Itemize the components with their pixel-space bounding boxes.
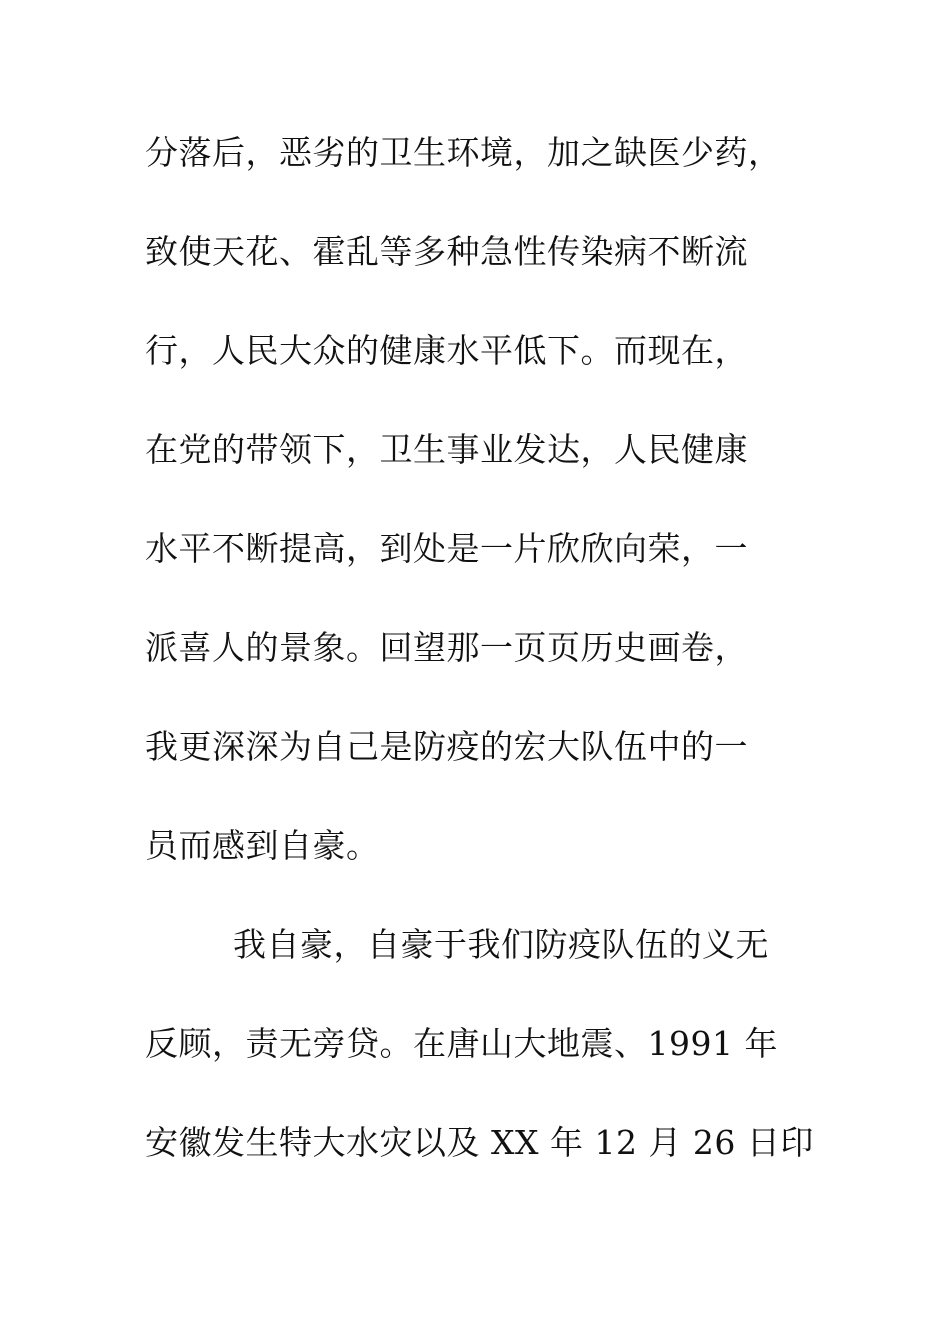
text-line-3: 行，人民大众的健康水平低下。而现在， bbox=[145, 331, 748, 370]
text-line-11: 安徽发生特大水灾以及 XX 年 12 月 26 日印 bbox=[145, 1123, 814, 1162]
text-line-1: 分落后，恶劣的卫生环境，加之缺医少药， bbox=[145, 133, 782, 172]
text-line-2: 致使天花、霍乱等多种急性传染病不断流 bbox=[145, 232, 748, 271]
body-text bbox=[145, 120, 825, 1209]
text-line-10: 反顾，责无旁贷。在唐山大地震、1991 年 bbox=[145, 1024, 778, 1063]
text-line-8: 员而感到自豪。 bbox=[145, 826, 380, 865]
text-line-7: 我更深深为自己是防疫的宏大队伍中的一 bbox=[145, 727, 748, 766]
text-line-6: 派喜人的景象。回望那一页页历史画卷， bbox=[145, 628, 748, 667]
text-line-4: 在党的带领下，卫生事业发达，人民健康 bbox=[145, 430, 748, 469]
text-line-5: 水平不断提高，到处是一片欣欣向荣，一 bbox=[145, 529, 748, 568]
paragraph-start-line: 我自豪，自豪于我们防疫队伍的义无 bbox=[233, 925, 769, 964]
